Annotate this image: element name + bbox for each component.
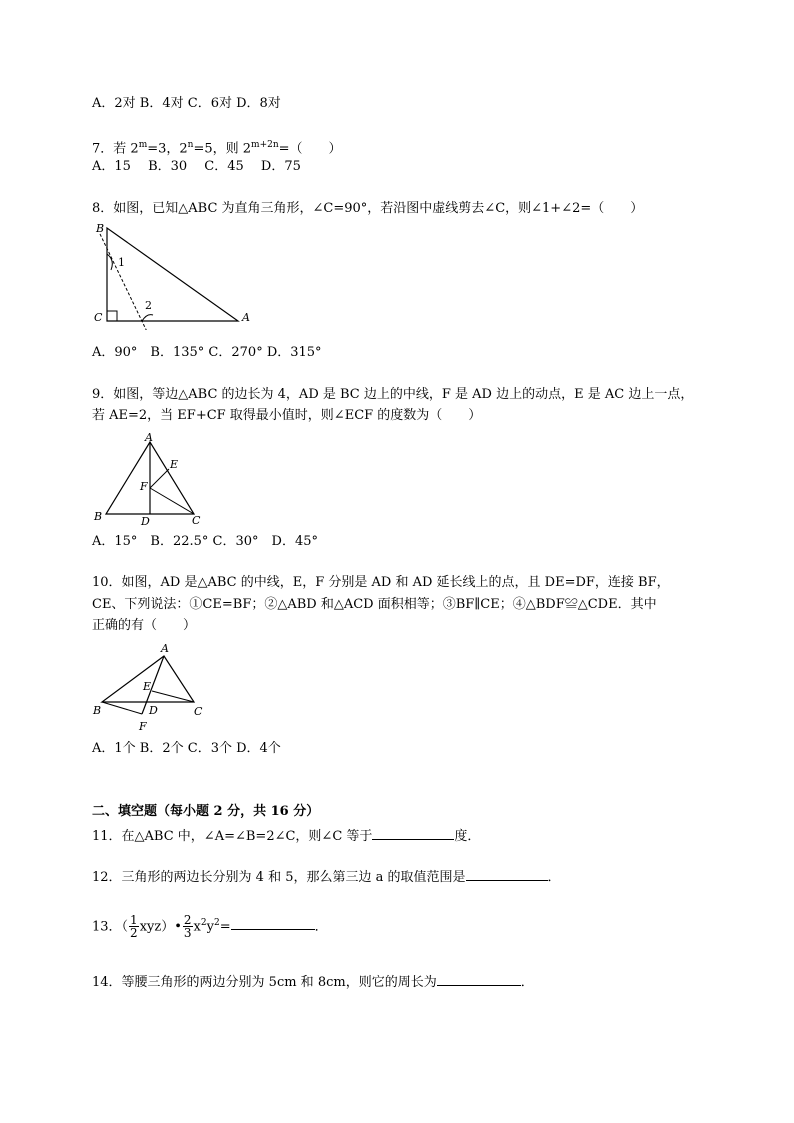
q10-label-A: A xyxy=(161,642,169,655)
q10-options: A．1个 B．2个 C．3个 D．4个 xyxy=(92,741,281,756)
q11-answer-blank[interactable] xyxy=(372,825,454,840)
q8-angle2-arc xyxy=(142,315,153,321)
q13-var-y: y xyxy=(206,919,214,935)
q7-sup-m: m xyxy=(138,140,148,150)
q7-stem xyxy=(92,136,342,158)
q9-label-E: E xyxy=(170,458,179,471)
q10-segment-BF xyxy=(102,702,142,714)
q9-label-A: A xyxy=(145,431,153,444)
q7-stem-pre: 7．若 2 xyxy=(92,141,139,157)
q10-label-F: F xyxy=(139,720,147,733)
q13-post: ． xyxy=(314,919,328,935)
q8-options: A．90° B．135° C．270° D．315° xyxy=(92,345,322,360)
q9-label-C: C xyxy=(192,514,201,527)
q10-stem-line2: CE、下列说法：①CE=BF；②△ABD 和△ACD 面积相等；③BF∥CE；④△BDF≌△CDE．其中 xyxy=(92,597,657,612)
q13-frac1-num: 1 xyxy=(130,913,138,928)
q8-cut-line xyxy=(100,234,152,330)
q12-answer-blank[interactable] xyxy=(466,866,548,881)
q8-label-A: A xyxy=(242,311,250,324)
q12 xyxy=(92,866,561,887)
q13-answer-blank[interactable] xyxy=(231,915,315,930)
q14-answer-blank[interactable] xyxy=(437,971,521,986)
q10-label-D: D xyxy=(149,704,158,717)
q8-label-2: 2 xyxy=(145,299,152,312)
q11-post: 度． xyxy=(454,829,481,844)
q8-label-C: C xyxy=(94,311,103,324)
q10-label-E: E xyxy=(143,680,152,693)
q13-sup-x: 2 xyxy=(200,918,207,928)
q14-text: 14．等腰三角形的两边分别为 5cm 和 8cm，则它的周长为 xyxy=(92,975,437,990)
q13-var-x: x xyxy=(193,919,201,935)
q11 xyxy=(92,825,480,846)
q13-frac2-num: 2 xyxy=(183,913,192,928)
q10-stem-line3: 正确的有（ ） xyxy=(92,618,197,633)
q7-sup-m2n: m+2n xyxy=(251,140,279,150)
q7-sup-n: n xyxy=(187,140,194,150)
q7-stem-post: =（ ） xyxy=(278,141,342,157)
q10-figure xyxy=(88,638,218,736)
q9-label-B: B xyxy=(94,510,103,523)
q7-options: A．15 B．30 C．45 D．75 xyxy=(92,159,301,174)
q12-post: ． xyxy=(547,870,561,885)
q9-figure xyxy=(88,428,218,532)
q14-post: ． xyxy=(520,975,534,990)
q9-segment-CF xyxy=(150,488,194,514)
q10-label-B: B xyxy=(93,704,102,717)
q8-angle1-arc xyxy=(107,254,112,270)
q11-text: 11．在△ABC 中，∠A=∠B=2∠C，则∠C 等于 xyxy=(92,829,373,844)
q13-frac1-den: 2 xyxy=(130,926,138,941)
q13-sup-y: 2 xyxy=(213,918,220,928)
q9-segment-EF xyxy=(150,469,169,488)
q6-options: A．2对 B．4对 C．6对 D．8对 xyxy=(92,96,281,111)
q10-label-C: C xyxy=(194,705,203,718)
q10-triangle xyxy=(102,656,194,702)
q13-mid1: xyz）• xyxy=(139,919,182,935)
q7-mid2: =5，则 2 xyxy=(193,141,252,157)
section2-title: 二、填空题（每小题 2 分，共 16 分） xyxy=(92,804,320,819)
q8-label-1: 1 xyxy=(118,256,125,269)
q13-pre: 13．（ xyxy=(92,919,129,935)
q8-triangle xyxy=(107,228,238,321)
q13-fraction-1 xyxy=(129,914,139,939)
q9-options: A．15° B．22.5° C．30° D．45° xyxy=(92,534,319,549)
q8-figure xyxy=(88,218,258,330)
q14 xyxy=(92,971,534,992)
q9-stem-line1: 9．如图，等边△ABC 的边长为 4，AD 是 BC 边上的中线，F 是 AD 边上的动点，E 是 AC 边上一点， xyxy=(92,387,694,402)
q9-label-F: F xyxy=(140,480,148,493)
q13-eq: = xyxy=(219,919,231,935)
q8-label-B: B xyxy=(96,222,105,235)
q8-stem: 8．如图，已知△ABC 为直角三角形，∠C=90°，若沿图中虚线剪去∠C，则∠1+∠2=（ ） xyxy=(92,201,644,216)
q13 xyxy=(92,908,328,942)
q13-frac2-den: 3 xyxy=(183,926,192,941)
q8-right-angle-mark xyxy=(107,311,117,321)
q10-stem-line1: 10．如图，AD 是△ABC 的中线，E，F 分别是 AD 和 AD 延长线上的点，且 DE=DF，连接 BF， xyxy=(92,575,670,590)
q9-label-D: D xyxy=(141,515,150,528)
q13-fraction-2 xyxy=(183,914,193,939)
q12-text: 12．三角形的两边长分别为 4 和 5，那么第三边 a 的取值范围是 xyxy=(92,870,466,885)
q9-stem-line2: 若 AE=2，当 EF+CF 取得最小值时，则∠ECF 的度数为（ ） xyxy=(92,408,482,423)
q7-mid1: =3，2 xyxy=(147,141,188,157)
